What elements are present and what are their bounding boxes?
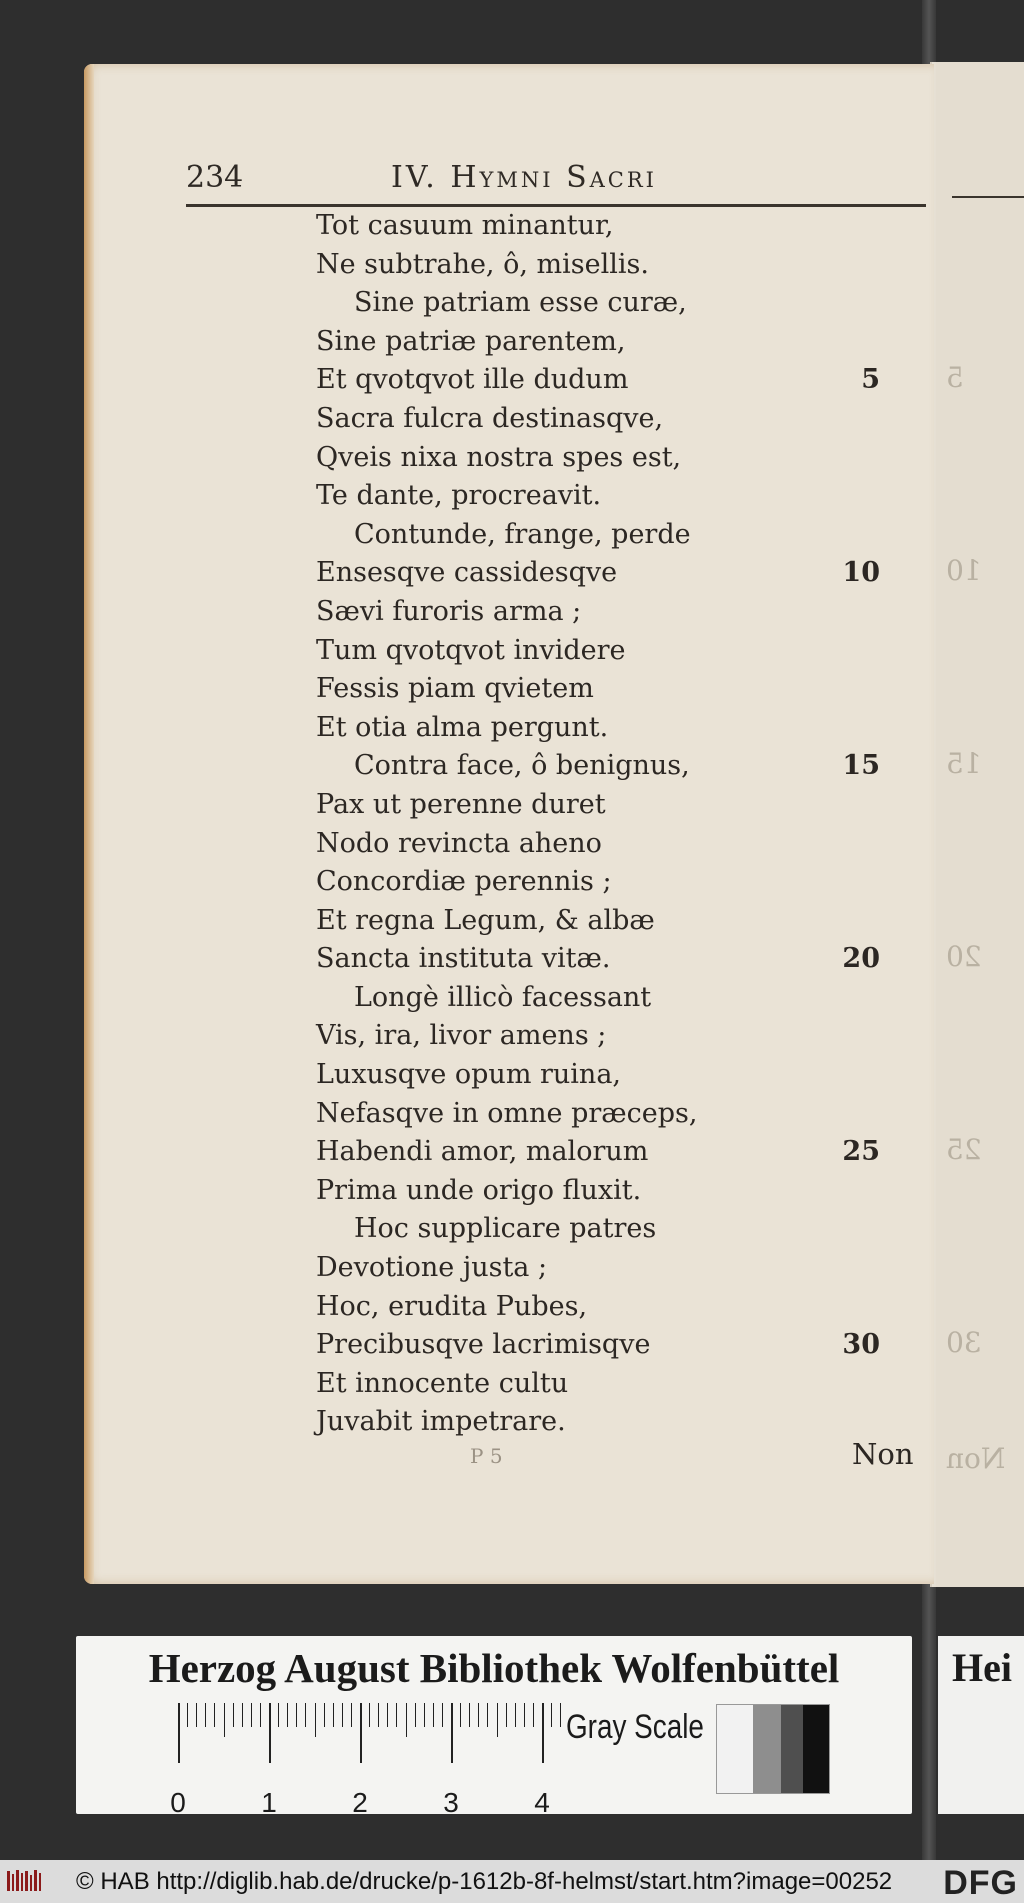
ruler-tick <box>442 1703 443 1727</box>
next-page-header-rule <box>952 196 1024 198</box>
line-number: 20 <box>842 943 880 975</box>
verse-line: Devotione justa ; <box>316 1252 548 1284</box>
verse-line: Sine patriæ parentem, <box>316 325 626 357</box>
ruler-tick <box>387 1703 388 1727</box>
verse-line: Te dante, procreavit. <box>316 480 602 512</box>
next-page-mirror-text: 30 <box>946 1326 982 1360</box>
gray-swatch <box>753 1705 781 1793</box>
gray-scale-label: Gray Scale <box>566 1708 704 1746</box>
verse-line: Qveis nixa nostra spes est, <box>316 441 682 473</box>
ruler-tick <box>542 1703 544 1763</box>
gray-swatch <box>803 1705 829 1793</box>
verse-line: Longè illicò facessant <box>354 981 652 1013</box>
ruler-tick <box>251 1703 252 1727</box>
ruler-tick <box>351 1703 352 1727</box>
gray-swatch <box>717 1705 753 1793</box>
ruler-tick <box>478 1703 479 1727</box>
ruler-tick <box>433 1703 434 1727</box>
verse-line: Contunde, frange, perde <box>354 518 691 550</box>
ruler-tick <box>451 1703 453 1763</box>
ruler-number: 2 <box>352 1787 368 1818</box>
ruler-number: 4 <box>534 1787 550 1818</box>
ruler-tick <box>287 1703 288 1727</box>
library-label <box>76 1636 912 1818</box>
line-number: 30 <box>842 1329 880 1361</box>
line-number: 15 <box>842 750 880 782</box>
verse-line: Precibusqve lacrimisqve <box>316 1329 651 1361</box>
ruler-tick <box>214 1703 215 1727</box>
ruler-tick <box>378 1703 379 1727</box>
ruler-tick <box>360 1703 362 1763</box>
ruler-tick <box>187 1703 188 1727</box>
next-page-mirror-text: 10 <box>946 554 982 588</box>
line-number: 25 <box>842 1136 880 1168</box>
ruler-tick <box>324 1703 325 1727</box>
verse-line: Et otia alma pergunt. <box>316 711 609 743</box>
ruler-tick <box>469 1703 470 1727</box>
ruler-tick <box>515 1703 516 1727</box>
ruler-tick <box>178 1703 180 1763</box>
verse-line: Tot casuum minantur, <box>316 210 614 241</box>
line-number: 5 <box>861 364 880 396</box>
ruler-tick <box>551 1703 552 1727</box>
ruler-tick <box>333 1703 334 1727</box>
ruler-tick <box>506 1703 507 1727</box>
running-title: IV. Hymni Sacri <box>391 160 657 195</box>
verse-line: Luxusqve opum ruina, <box>316 1059 622 1091</box>
hab-logo-icon <box>6 1868 46 1894</box>
verse-line: Contra face, ô benignus, <box>354 750 690 782</box>
footer-bar <box>0 1860 1024 1903</box>
verse-line: Nefasqve in omne præceps, <box>316 1097 698 1129</box>
catchword: Non <box>852 1437 914 1471</box>
verse-line: Tum qvotqvot invidere <box>316 634 626 666</box>
ruler-tick <box>296 1703 297 1727</box>
verse-line: Et innocente cultu <box>316 1367 569 1399</box>
ruler-number: 0 <box>170 1787 186 1818</box>
ruler-tick <box>233 1703 234 1727</box>
ruler-tick <box>260 1703 261 1727</box>
page-number: 234 <box>186 160 244 195</box>
verse-line: Vis, ira, livor amens ; <box>316 1020 607 1052</box>
ruler-tick <box>560 1703 561 1727</box>
ruler-tick <box>415 1703 416 1727</box>
verse-line: Fessis piam qvietem <box>316 673 594 705</box>
verse-line: Hoc, erudita Pubes, <box>316 1290 588 1322</box>
verse-line: Sævi furoris arma ; <box>316 595 582 627</box>
ruler-tick <box>305 1703 306 1727</box>
verse-line: Hoc supplicare patres <box>354 1213 657 1245</box>
verse-line: Et regna Legum, & albæ <box>316 904 655 936</box>
ruler-tick <box>524 1703 525 1727</box>
verse-line: Habendi amor, malorum <box>316 1136 649 1168</box>
ruler-tick <box>369 1703 370 1727</box>
next-page-mirror-text: Non <box>946 1442 1006 1476</box>
verse-line: Sancta instituta vitæ. <box>316 943 611 975</box>
verse-line: Sine patriam esse curæ, <box>354 287 687 319</box>
ruler-tick <box>242 1703 243 1727</box>
next-page-mirror-text: 5 <box>946 361 964 395</box>
next-page-mirror-text: 20 <box>946 940 982 974</box>
verse-line: Juvabit impetrare. <box>316 1406 566 1438</box>
ruler-tick <box>396 1703 397 1727</box>
ruler-tick <box>487 1703 488 1727</box>
ruler-number: 3 <box>443 1787 459 1818</box>
ruler-tick <box>424 1703 425 1727</box>
page-edge <box>84 64 94 1584</box>
dfg-logo: DFG <box>943 1864 1018 1902</box>
ruler-tick <box>224 1703 225 1737</box>
ruler-tick <box>406 1703 407 1737</box>
ruler-tick <box>497 1703 498 1737</box>
verse-line: Prima unde origo fluxit. <box>316 1174 642 1206</box>
verse-line: Pax ut perenne duret <box>316 788 606 820</box>
ruler-tick <box>533 1703 534 1727</box>
verse-line: Ensesqve cassidesqve <box>316 557 618 589</box>
ruler-tick <box>315 1703 316 1737</box>
signature-mark: P 5 <box>470 1444 503 1468</box>
library-name: Herzog August Bibliothek Wolfenbüttel <box>148 1645 840 1691</box>
verse-line: Nodo revincta aheno <box>316 827 602 859</box>
gray-swatch <box>781 1705 803 1793</box>
next-page-edge <box>930 62 1024 1587</box>
footer-source-link[interactable]: © HAB http://diglib.hab.de/drucke/p-1612b-8f-helmst/start.htm?image=00252 <box>76 1868 893 1895</box>
verse-line: Concordiæ perennis ; <box>316 866 612 898</box>
verse-line: Ne subtrahe, ô, misellis. <box>316 248 649 280</box>
line-number: 10 <box>842 557 880 589</box>
ruler-tick <box>205 1703 206 1727</box>
ruler-tick <box>278 1703 279 1727</box>
next-page-mirror-text: 15 <box>946 747 982 781</box>
ruler-tick <box>460 1703 461 1727</box>
ruler-tick <box>342 1703 343 1727</box>
next-page-mirror-text: 25 <box>946 1133 982 1167</box>
running-head <box>186 160 926 204</box>
verse-line: Sacra fulcra destinasqve, <box>316 402 664 434</box>
next-label-fragment: Hei <box>938 1636 1024 1814</box>
ruler <box>170 1703 558 1818</box>
ruler-tick <box>196 1703 197 1727</box>
ruler-tick <box>269 1703 271 1763</box>
verse-line: Et qvotqvot ille dudum <box>316 364 629 396</box>
ruler-number: 1 <box>261 1787 277 1818</box>
gray-scale-swatches <box>716 1704 830 1794</box>
verse-text <box>316 207 756 1442</box>
